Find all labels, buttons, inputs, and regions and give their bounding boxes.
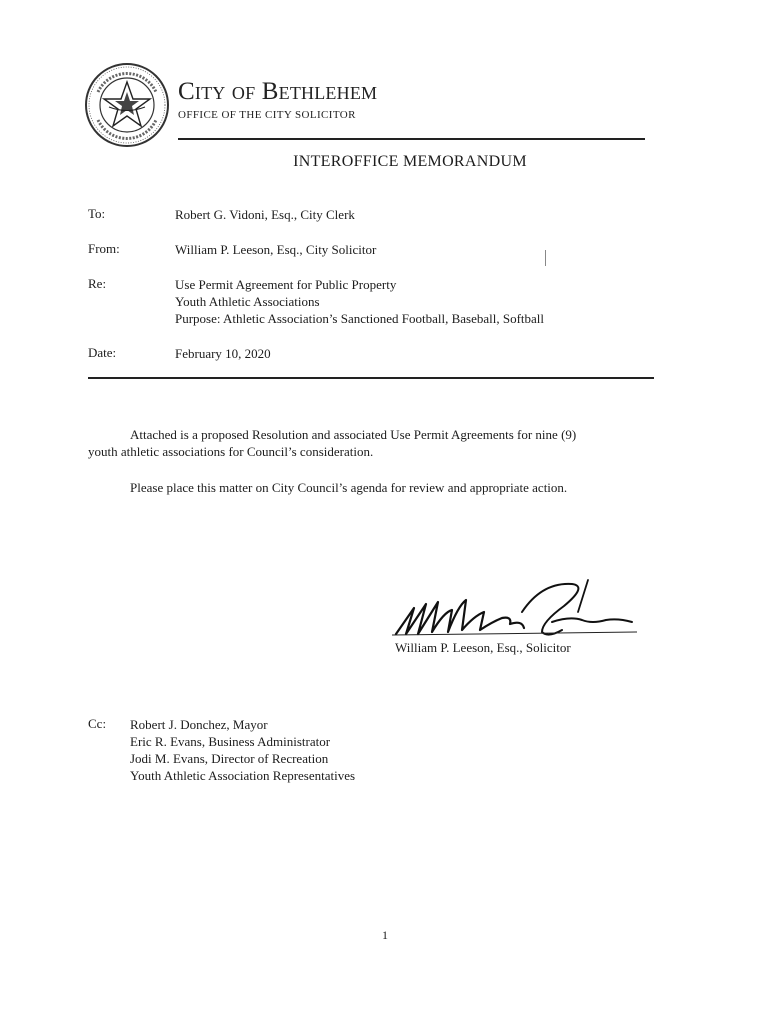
date-value: February 10, 2020 bbox=[175, 346, 271, 361]
from-value: William P. Leeson, Esq., City Solicitor bbox=[175, 242, 377, 257]
header-divider bbox=[88, 377, 654, 379]
cc-recipient: Youth Athletic Association Representatives bbox=[130, 768, 356, 783]
city-seal bbox=[84, 62, 170, 148]
cc-list bbox=[130, 716, 355, 784]
signatory-name: William P. Leeson, Esq., Solicitor bbox=[395, 640, 571, 655]
body-paragraph-1-line-1: Attached is a proposed Resolution and associated Use Permit Agreements for nine (9) bbox=[130, 427, 577, 442]
to-label: To: bbox=[88, 206, 106, 221]
cc-recipient: Jodi M. Evans, Director of Recreation bbox=[130, 751, 329, 766]
office-name: OFFICE OF THE CITY SOLICITOR bbox=[178, 109, 356, 121]
city-seal-graphic bbox=[84, 62, 170, 148]
cc-label: Cc: bbox=[88, 716, 107, 731]
cc-recipient: Robert J. Donchez, Mayor bbox=[130, 717, 268, 732]
re-label: Re: bbox=[88, 276, 107, 291]
re-line: Use Permit Agreement for Public Property bbox=[175, 277, 397, 292]
city-name: City of Bethlehem bbox=[178, 78, 378, 105]
to-value: Robert G. Vidoni, Esq., City Clerk bbox=[175, 207, 355, 222]
memo-title: INTEROFFICE MEMORANDUM bbox=[293, 153, 527, 170]
re-value bbox=[175, 276, 544, 327]
from-label: From: bbox=[88, 241, 120, 256]
letterhead-divider bbox=[178, 138, 645, 140]
body-paragraph-1-line-2: youth athletic associations for Council’s consideration. bbox=[88, 444, 374, 459]
re-line: Youth Athletic Associations bbox=[175, 294, 320, 309]
date-label: Date: bbox=[88, 345, 117, 360]
scan-mark bbox=[545, 250, 546, 266]
page-number: 1 bbox=[382, 928, 388, 942]
body-paragraph-2: Please place this matter on City Council’s agenda for review and appropriate action. bbox=[130, 480, 568, 495]
re-line: Purpose: Athletic Association’s Sanctioned Football, Baseball, Softball bbox=[175, 311, 545, 326]
cc-recipient: Eric R. Evans, Business Administrator bbox=[130, 734, 331, 749]
